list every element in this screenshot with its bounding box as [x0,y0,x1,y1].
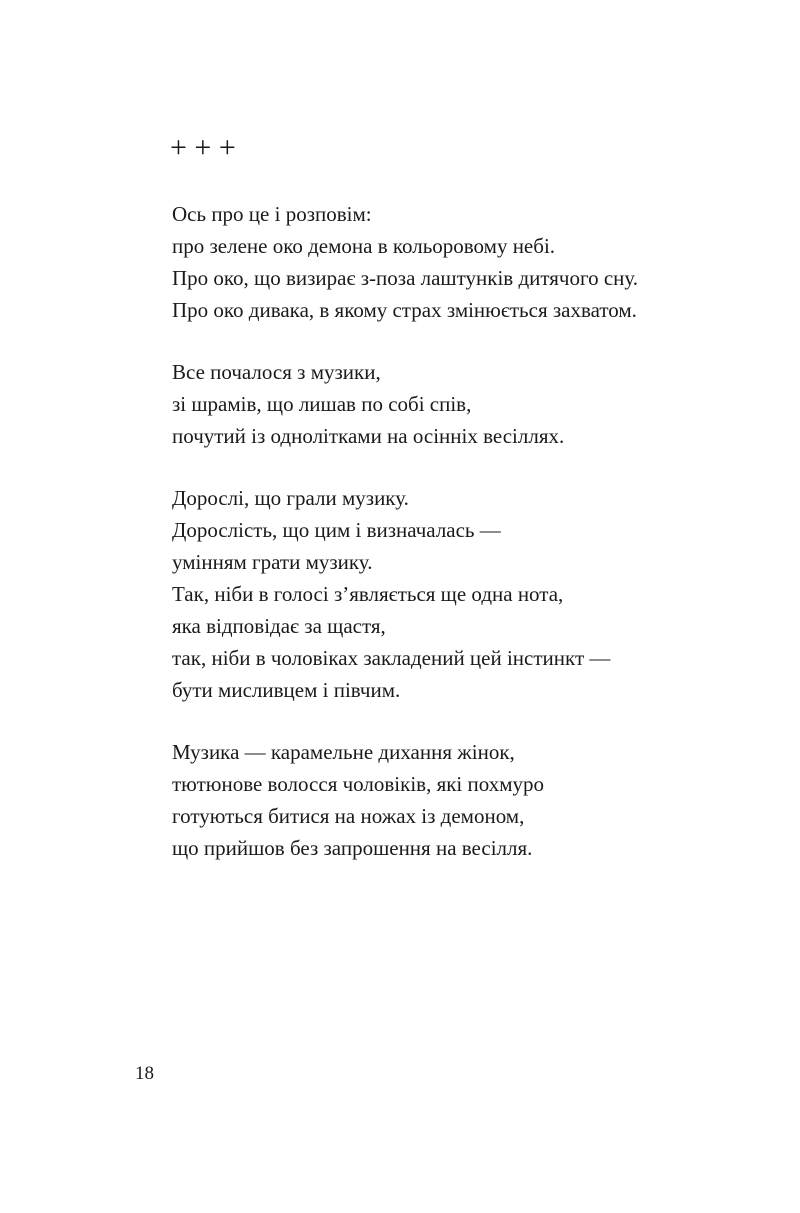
page-number: 18 [135,1063,154,1084]
poem-line: Все почалося з музики, [172,360,381,384]
poem-body [172,198,732,894]
poem-line: що прийшов без запрошення на весілля. [172,836,533,860]
poem-line: готуються битися на ножах із демоном, [172,804,525,828]
poem-line: Дорослі, що грали музику. [172,486,409,510]
stanza-4 [172,736,732,864]
poem-line: так, ніби в чоловіках закладений цей інстинкт — [172,646,611,670]
poem-line: почутий із однолітками на осінніх весіллях. [172,424,565,448]
section-ornament: + + + [170,131,236,164]
poem-line: бути мисливцем і півчим. [172,678,401,702]
poem-line: Дорослість, що цим і визначалась — [172,518,501,542]
poem-line: про зелене око демона в кольоровому небі. [172,234,556,258]
poem-line: Музика — карамельне дихання жінок, [172,740,515,764]
poem-line: Про око дивака, в якому страх змінюється захватом. [172,298,637,322]
stanza-1 [172,198,732,326]
poem-line: яка відповідає за щастя, [172,614,386,638]
poem-line: умінням грати музику. [172,550,373,574]
poem-line: Так, ніби в голосі з’являється ще одна нота, [172,582,564,606]
stanza-3 [172,482,732,706]
poem-line: Про око, що визирає з-поза лаштунків дитячого сну. [172,266,639,290]
stanza-2 [172,356,732,452]
poem-line: Ось про це і розповім: [172,202,372,226]
poem-line: зі шрамів, що лишав по собі спів, [172,392,472,416]
poem-line: тютюнове волосся чоловіків, які похмуро [172,772,545,796]
